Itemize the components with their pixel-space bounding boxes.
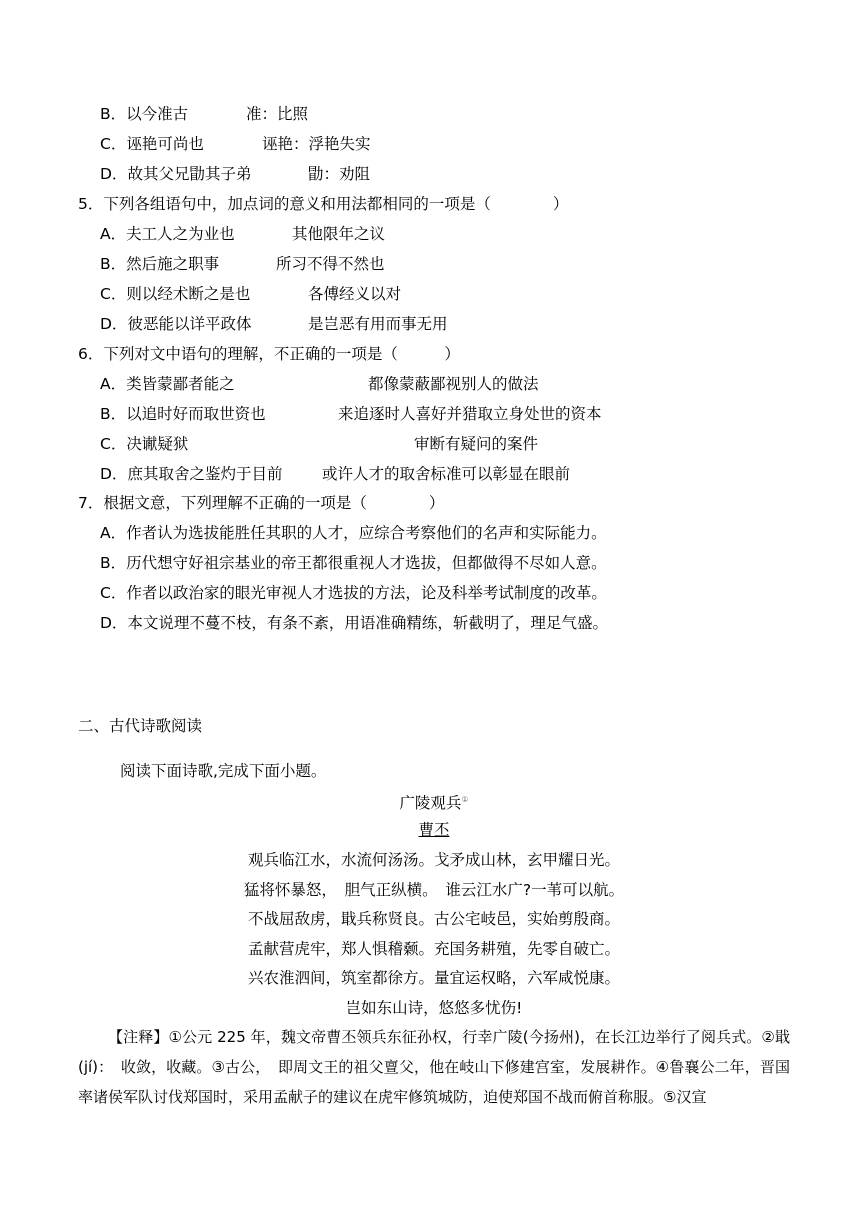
- poem-line: 不战屈敌虏，戢兵称贤良。古公宅岐邑，实始剪殷商。: [247, 910, 620, 928]
- q6-option-d: D．庶其取舍之鉴灼于目前 或许人才的取舍标准可以彰显在眼前: [100, 465, 571, 483]
- poem-line: 孟献营虎牢，郑人惧稽颡。充国务耕殖，先零自破亡。: [247, 940, 620, 958]
- q7-option-b: B．历代想守好祖宗基业的帝王都很重视人才选拔，但都做得不尽如人意。: [100, 554, 607, 572]
- poem-line: 岂如东山诗，悠悠多忧伤!: [345, 999, 523, 1017]
- poem-line: 兴农淮泗间，筑室都徐方。量宜运权略，六军咸悦康。: [247, 969, 620, 987]
- poem-notes: 【注释】①公元 225 年，魏文帝曹丕领兵东征孙权，行幸广陵(今扬州)，在长江边举行了阅兵式。②戢(jí)： 收敛，收藏。③古公， 即周文王的祖父亶父，他在岐山下修建宫室，发展耕作。④鲁襄公二年，晋国率诸侯军队讨伐郑国时，采用孟献子的建议在虎牢修筑城防，迫使郑国不战而俯首称服。⑤汉宣: [78, 1028, 790, 1106]
- q5-option-c: C．则以经术断之是也 各傅经义以对: [100, 285, 402, 303]
- poem-title: 广陵观兵①: [399, 794, 469, 813]
- q6-option-c: C．决谳疑狱 审断有疑问的案件: [100, 435, 539, 453]
- section-heading: 二、古代诗歌阅读: [78, 717, 203, 735]
- q6-stem: 6．下列对文中语句的理解，不正确的一项是（ ）: [78, 345, 460, 363]
- q4-option-b: B．以今准古 准：比照: [100, 105, 309, 123]
- q7-option-c: C．作者以政治家的眼光审视人才选拔的方法，论及科举考试制度的改革。: [100, 584, 607, 602]
- q7-option-a: A．作者认为选拔能胜任其职的人才，应综合考察他们的名声和实际能力。: [100, 524, 607, 542]
- q5-stem: 5．下列各组语句中，加点词的意义和用法都相同的一项是（ ）: [78, 195, 569, 213]
- q7-option-d: D．本文说理不蔓不枝，有条不紊，用语准确精练，斩截明了，理足气盛。: [100, 614, 608, 632]
- q5-option-d: D．彼恶能以详平政体 是岂恶有用而事无用: [100, 315, 448, 333]
- q5-option-a: A．夫工人之为业也 其他限年之议: [100, 225, 386, 243]
- poem-line: 观兵临江水，水流何汤汤。戈矛成山林，玄甲耀日光。: [247, 851, 620, 869]
- q7-stem: 7．根据文意，下列理解不正确的一项是（ ）: [78, 494, 445, 512]
- q4-option-c: C．诬艳可尚也 诬艳：浮艳失实: [100, 135, 371, 153]
- q5-option-b: B．然后施之职事 所习不得不然也: [100, 255, 385, 273]
- instruction: 阅读下面诗歌,完成下面小题。: [120, 762, 327, 780]
- poem-author: 曹丕: [418, 821, 450, 839]
- q4-option-d: D．故其父兄勖其子弟 勖：劝阻: [100, 165, 371, 183]
- q6-option-a: A．类皆蒙鄙者能之 都像蒙蔽鄙视别人的做法: [100, 375, 539, 393]
- poem-line: 猛将怀暴怒， 胆气正纵横。 谁云江水广?一苇可以航。: [243, 881, 625, 899]
- q6-option-b: B．以追时好而取世资也 来追逐时人喜好并猎取立身处世的资本: [100, 405, 602, 423]
